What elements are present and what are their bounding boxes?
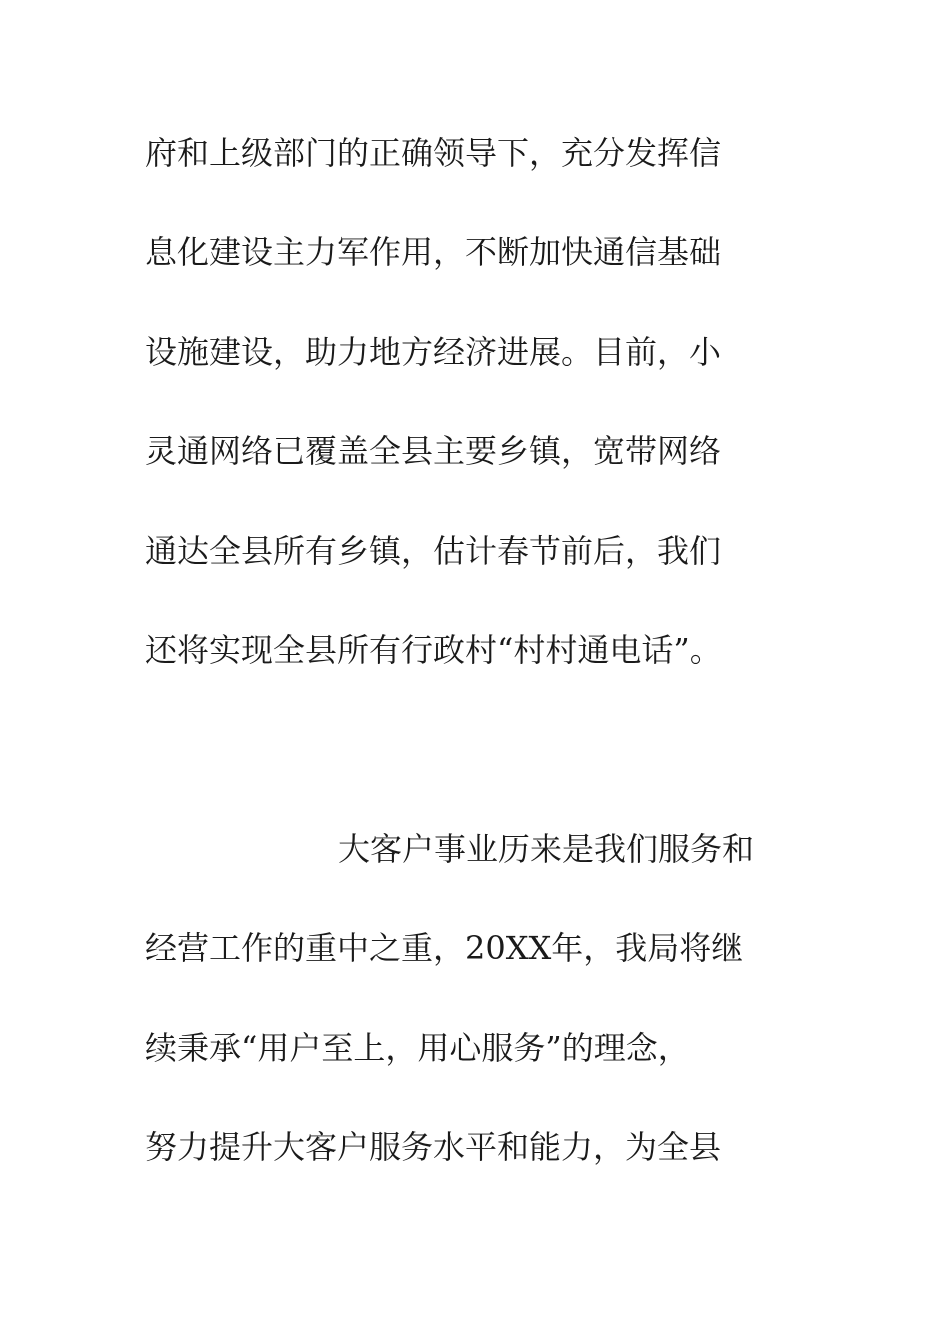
text-line: 设施建设，助力地方经济进展。目前，小 (145, 333, 722, 371)
text-line: 还将实现全县所有行政村“村村通电话”。 (145, 631, 722, 669)
text-line: 息化建设主力军作用，不断加快通信基础 (145, 233, 722, 271)
text-line: 通达全县所有乡镇，估计春节前后，我们 (145, 532, 722, 570)
text-line: 灵通网络已覆盖全县主要乡镇，宽带网络 (145, 432, 722, 470)
text-line: 努力提升大客户服务水平和能力，为全县 (145, 1128, 722, 1166)
text-line: 经营工作的重中之重，20XX年，我局将继 (145, 929, 744, 967)
text-line: 大客户事业历来是我们服务和 (338, 830, 755, 868)
text-line: 续秉承“用户至上，用心服务”的理念， (145, 1029, 690, 1067)
text-line: 府和上级部门的正确领导下，充分发挥信 (145, 134, 722, 172)
